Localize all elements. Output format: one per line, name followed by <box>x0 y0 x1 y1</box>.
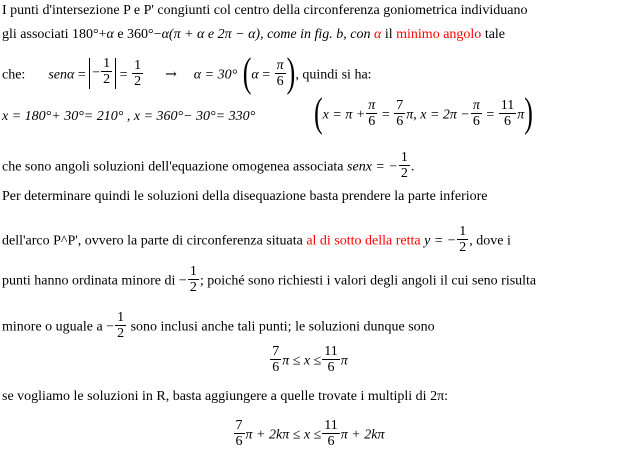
text-segment: che sono angoli soluzioni dell'equazione omogenea associata <box>2 159 348 175</box>
fraction <box>188 264 199 295</box>
alpha-symbol: α <box>106 27 114 42</box>
math-expression: x = 180°+ 30°= 210° , x = 360°− 30°= 330° <box>2 109 256 124</box>
fraction <box>322 418 339 449</box>
alpha-symbol: α <box>251 67 259 83</box>
fraction-denominator: 2 <box>103 72 111 87</box>
fraction-denominator: 6 <box>396 114 404 129</box>
fraction-numerator: 11 <box>324 418 338 433</box>
math-expression: x = π + <box>322 107 366 123</box>
paragraph-line-3 <box>2 48 372 95</box>
fraction-numerator: π <box>472 98 480 113</box>
text-segment: , dove i <box>469 233 511 249</box>
fraction-numerator: 1 <box>103 56 111 71</box>
math-expression: π, x = 2π − <box>406 107 470 123</box>
fraction-denominator: 6 <box>472 114 480 129</box>
math-operator: = <box>378 107 394 123</box>
fraction <box>499 98 516 129</box>
math-expression: α = 30° <box>193 67 238 83</box>
fraction-numerator: π <box>368 98 376 113</box>
fraction <box>115 310 126 341</box>
fraction-numerator: 1 <box>400 150 408 165</box>
paragraph-line-8 <box>2 266 536 297</box>
fraction <box>270 344 281 375</box>
paragraph-line-5 <box>2 152 414 183</box>
fraction <box>457 224 468 255</box>
fraction-numerator: 7 <box>235 418 243 433</box>
paren-close: ) <box>524 88 533 135</box>
paragraph-line-7 <box>2 226 511 257</box>
math-expression: π <box>340 353 348 369</box>
text-segment: e 360°− <box>113 27 162 42</box>
fraction-numerator: 7 <box>272 344 280 359</box>
fraction <box>132 58 143 89</box>
fraction <box>322 344 339 375</box>
math-formula-right <box>314 88 533 135</box>
math-expression: π + 2kπ <box>340 427 385 443</box>
fraction-denominator: 6 <box>235 434 243 449</box>
paragraph-line-1: I punti d'intersezione P e P' congiunti col centro della circonferenza goniometrica individuano <box>2 3 528 18</box>
paren-open: ( <box>314 88 323 135</box>
fraction-denominator: 2 <box>459 240 467 255</box>
paren-open: ( <box>242 48 252 95</box>
alpha-symbol: α <box>161 27 169 42</box>
fraction-denominator: 2 <box>134 74 142 89</box>
fraction-denominator: 2 <box>189 280 197 295</box>
text-segment: ; poiché sono richiesti i valori degli angoli il cui seno risulta <box>199 273 537 289</box>
fraction-numerator: 11 <box>500 98 515 113</box>
fraction-denominator: 6 <box>327 434 335 449</box>
solution-formula <box>0 346 617 377</box>
math-operator: − <box>178 273 187 289</box>
math-operator: = <box>482 107 498 123</box>
fraction <box>394 98 405 129</box>
text-segment: gli associati 180°+ <box>2 27 107 42</box>
fraction <box>366 98 377 129</box>
paragraph-line-9 <box>2 312 435 343</box>
fraction <box>471 98 482 129</box>
arrow-symbol: → <box>165 66 177 83</box>
math-expression: y = − <box>420 233 457 249</box>
fraction-numerator: 1 <box>189 264 197 279</box>
paragraph-line-2 <box>2 28 505 42</box>
text-segment: , quindi si ha: <box>295 67 372 83</box>
fraction-denominator: 6 <box>327 360 335 375</box>
fraction <box>275 58 286 89</box>
fraction-numerator: 1 <box>459 224 467 239</box>
math-expression: π <box>517 107 525 123</box>
math-expression: senα <box>48 67 75 83</box>
fraction-numerator: 1 <box>134 58 142 73</box>
paren-close: ) <box>286 48 296 95</box>
text-segment: tale <box>481 27 506 42</box>
text-segment: sono inclusi anche tali punti; le soluzioni dunque sono <box>127 319 435 335</box>
highlight-sotto-retta: al di sotto della retta <box>306 233 421 249</box>
fraction-numerator: 7 <box>396 98 404 113</box>
math-expression: senx = − <box>347 159 398 175</box>
fraction <box>234 418 245 449</box>
paragraph-line-6: Per determinare quindi le soluzioni della disequazione basta prendere la parte inferiore <box>2 189 488 204</box>
fraction-denominator: 6 <box>276 74 284 89</box>
text-segment: minore o uguale a <box>2 319 107 335</box>
fraction-denominator: 6 <box>368 114 376 129</box>
math-expression: π ≤ x ≤ <box>282 353 322 369</box>
fraction <box>399 150 410 181</box>
fraction-denominator: 2 <box>117 326 125 341</box>
math-operator: = <box>258 67 274 83</box>
fraction-denominator: 6 <box>272 360 280 375</box>
paragraph-line-4 <box>2 110 255 124</box>
math-operator: − <box>106 319 115 335</box>
text-segment: punti hanno ordinata minore di <box>2 273 179 289</box>
math-expression: π + 2kπ ≤ x ≤ <box>245 427 322 443</box>
fraction-numerator: 1 <box>117 310 125 325</box>
math-expression: (π + α e 2π − α), come in fig. b, con <box>168 27 374 42</box>
general-solution-formula <box>0 420 617 451</box>
text-segment: il <box>381 27 397 42</box>
absolute-value <box>89 58 116 89</box>
paragraph-line-11: se vogliamo le soluzioni in R, basta aggiungere a quelle trovate i multipli di 2π: <box>2 389 449 404</box>
fraction-denominator: 6 <box>504 114 512 129</box>
text-segment: che: <box>2 67 26 83</box>
math-operator: = <box>116 67 132 83</box>
fraction <box>101 56 112 87</box>
fraction-denominator: 2 <box>400 166 408 181</box>
math-operator: = <box>74 67 90 83</box>
text-segment: dell'arco P^P', ovvero la parte di circonferenza situata <box>2 233 307 249</box>
fraction-numerator: 11 <box>324 344 338 359</box>
math-operator: − <box>92 65 101 81</box>
highlight-minimo-angolo: minimo angolo <box>396 27 482 42</box>
text-segment: . <box>410 159 415 175</box>
alpha-symbol-highlight: α <box>374 27 382 42</box>
fraction-numerator: π <box>276 58 284 73</box>
